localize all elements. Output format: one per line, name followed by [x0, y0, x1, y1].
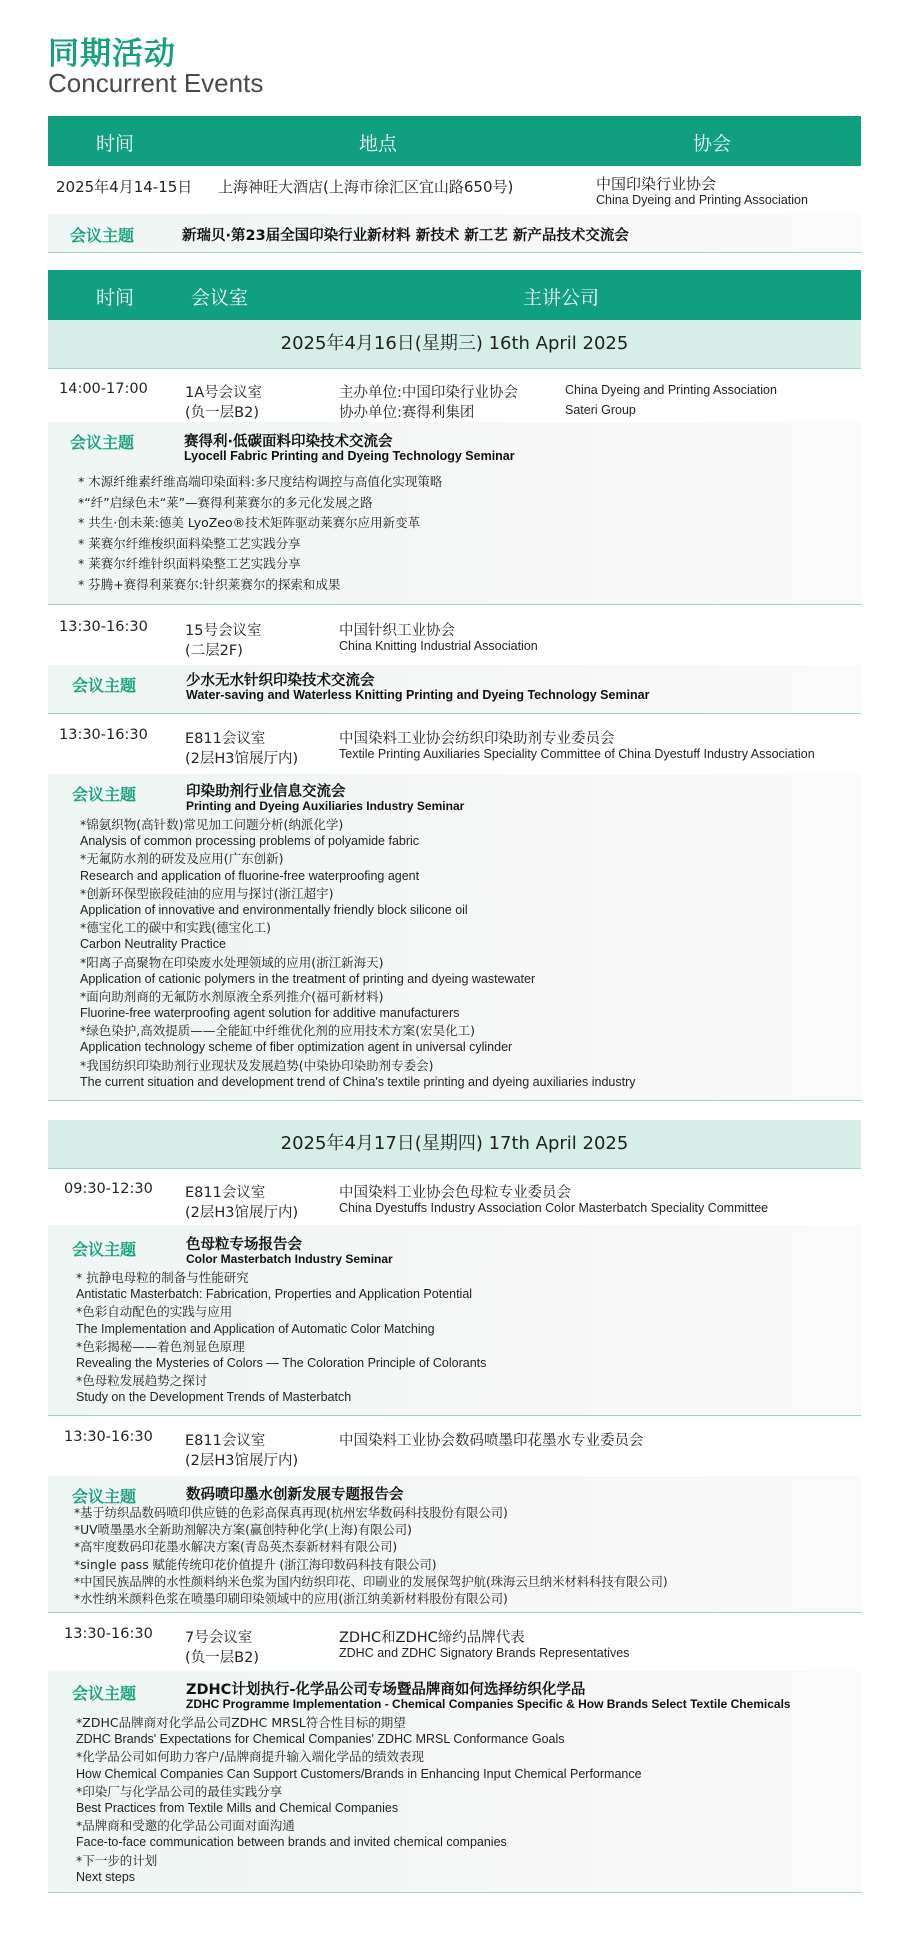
session-agenda	[80, 816, 635, 1091]
agenda-item: *single pass 赋能传统印花价值提升 (浙江海印数码科技有限公司)	[74, 1557, 437, 1572]
page-subtitle: Concurrent Events	[48, 68, 264, 98]
session-room: 1A号会议室	[185, 385, 263, 401]
agenda-item-en: Face-to-face communication between brands and invited chemical companies	[76, 1835, 507, 1850]
session-topic-en: Lyocell Fabric Printing and Dyeing Technology Seminar	[184, 449, 515, 463]
event-association-cn: 中国印染行业协会	[596, 175, 717, 193]
agenda-item: *品牌商和受邀的化学品公司面对面沟通	[76, 1818, 295, 1834]
session-organizer-en: China Knitting Industrial Association	[339, 639, 538, 653]
session-room-floor: (2层H3馆展厅内)	[185, 1205, 299, 1221]
theme-label: 会议主题	[72, 1487, 137, 1506]
event-theme: 新瑞贝·第23届全国印染行业新材料 新技术 新工艺 新产品技术交流会	[182, 228, 629, 244]
agenda-item-en: Application technology scheme of fiber optimization agent in universal cylinder	[80, 1040, 513, 1055]
session-row	[48, 1613, 861, 1671]
agenda-item: *高牢度数码印花墨水解决方案(青岛英杰泰新材料有限公司)	[74, 1540, 398, 1555]
event-association-en: China Dyeing and Printing Association	[596, 193, 808, 207]
event-theme-band	[48, 214, 861, 253]
session-row	[48, 1416, 861, 1476]
session-room-floor: (负一层B2)	[185, 1650, 259, 1666]
session-organizer: 中国染料工业协会纺织印染助剂专业委员会	[339, 731, 615, 747]
agenda-item: *创新环保型嵌段硅油的应用与探讨(浙江超宇)	[80, 885, 334, 901]
session-topic: 数码喷印墨水创新发展专题报告会	[186, 1487, 404, 1503]
theme-label: 会议主题	[72, 1684, 137, 1703]
agenda-item: *水性纳米颜料色浆在喷墨印刷印染领域中的应用(浙江纳美新材料股份有限公司)	[74, 1591, 508, 1606]
session-room: 15号会议室	[185, 623, 262, 639]
agenda-item-en: Study on the Development Trends of Masterbatch	[76, 1390, 352, 1405]
session-room: 7号会议室	[185, 1630, 253, 1646]
header-time: 时间	[96, 287, 135, 309]
agenda-item: *“纤”启绿色未“莱”—赛得利莱赛尔的多元化发展之路	[78, 494, 373, 510]
session-theme-band	[48, 774, 861, 1100]
session-row	[48, 369, 861, 422]
agenda-item-en: How Chemical Companies Can Support Customers/Brands in Enhancing Input Chemical Performance	[76, 1766, 642, 1781]
agenda-item-en: Best Practices from Textile Mills and Chemical Companies	[76, 1800, 399, 1815]
agenda-item: *锦氨织物(高针数)常见加工问题分析(纳派化学)	[80, 817, 344, 832]
agenda-item: *色母粒发展趋势之探讨	[76, 1373, 208, 1389]
session-topic-en: Color Masterbatch Industry Seminar	[186, 1252, 393, 1266]
header-company: 主讲公司	[523, 287, 600, 309]
theme-label: 会议主题	[70, 226, 135, 245]
session-row	[48, 714, 861, 774]
session-organizer-en: ZDHC and ZDHC Signatory Brands Representatives	[339, 1646, 630, 1660]
theme-label: 会议主题	[70, 433, 135, 452]
agenda-item-en: Next steps	[76, 1869, 136, 1884]
divider	[48, 1892, 861, 1893]
agenda-item: *无氟防水剂的研发及应用(广东创新)	[80, 851, 284, 867]
session-agenda	[74, 1505, 668, 1608]
event-date: 2025年4月14-15日	[56, 178, 193, 196]
session-agenda	[78, 472, 442, 595]
agenda-item-en: Fluorine-free waterproofing agent solution for additive manufacturers	[80, 1006, 460, 1021]
agenda-item: * 共生·创未莱:德美 LyoZeo®技术矩阵驱动莱赛尔应用新变革	[78, 515, 421, 530]
session-co-organizer: 协办单位:赛得利集团	[339, 405, 475, 421]
session-topic: 印染助剂行业信息交流会	[186, 784, 346, 800]
session-topic-en: Water-saving and Waterless Knitting Printing and Dyeing Technology Seminar	[186, 688, 650, 702]
session-theme-band	[48, 1671, 861, 1892]
agenda-item: *色彩自动配色的实践与应用	[76, 1304, 233, 1320]
agenda-item-en: Analysis of common processing problems of polyamide fabric	[80, 834, 420, 849]
session-topic-en: ZDHC Programme Implementation - Chemical Companies Specific & How Brands Select Textile Chemicals	[186, 1697, 791, 1711]
session-topic-en: Printing and Dyeing Auxiliaries Industry Seminar	[186, 799, 465, 813]
session-row	[48, 1169, 861, 1225]
agenda-item: * 芬腾+赛得利莱赛尔:针织莱赛尔的探索和成果	[78, 576, 341, 592]
agenda-item: * 抗静电母粒的制备与性能研究	[76, 1270, 249, 1285]
session-organizer-en: China Dyeing and Printing Association	[565, 383, 777, 397]
session-organizer-en: Textile Printing Auxiliaries Speciality Committee of China Dyestuff Industry Association	[339, 747, 815, 761]
agenda-item: *UV喷墨墨水全新助剂解决方案(赢创特种化学(上海)有限公司)	[74, 1523, 412, 1538]
agenda-item-en: Application of innovative and environmentally friendly block silicone oil	[80, 902, 468, 917]
agenda-item: *印染厂与化学品公司的最佳实践分享	[76, 1783, 283, 1799]
header-association: 协会	[693, 133, 732, 155]
session-time: 13:30-16:30	[59, 619, 148, 635]
session-organizer: 主办单位:中国印染行业协会	[339, 385, 518, 401]
agenda-item-en: Carbon Neutrality Practice	[80, 937, 226, 952]
agenda-item: *面向助剂商的无氟防水剂原液全系列推介(福可新材料)	[80, 988, 384, 1004]
session-co-organizer-en: Sateri Group	[565, 403, 636, 417]
session-organizer: 中国针织工业协会	[339, 623, 455, 639]
session-room-floor: (2层H3馆展厅内)	[185, 1453, 299, 1469]
theme-label: 会议主题	[72, 785, 137, 804]
session-organizer: 中国染料工业协会数码喷墨印花墨水专业委员会	[339, 1433, 644, 1449]
session-room-floor: (负一层B2)	[185, 405, 259, 421]
session-row	[48, 605, 861, 665]
agenda-item-en: Research and application of fluorine-free waterproofing agent	[80, 868, 420, 883]
theme-label: 会议主题	[72, 1240, 137, 1259]
day-band: 2025年4月17日(星期四) 17th April 2025	[48, 1120, 861, 1169]
agenda-item: *德宝化工的碳中和实践(德宝化工)	[80, 920, 272, 936]
session-theme-band	[48, 1225, 861, 1415]
session-room: E811会议室	[185, 1185, 266, 1201]
session-topic: 少水无水针织印染技术交流会	[186, 673, 375, 689]
session-time: 14:00-17:00	[59, 381, 148, 397]
event-venue: 上海神旺大酒店(上海市徐汇区宜山路650号)	[218, 178, 514, 196]
agenda-item-en: Revealing the Mysteries of Colors — The Coloration Principle of Colorants	[76, 1355, 487, 1370]
agenda-item: *阳离子高聚物在印染废水处理领域的应用(浙江新海天)	[80, 954, 384, 970]
session-organizer: 中国染料工业协会色母粒专业委员会	[339, 1185, 571, 1201]
agenda-item: *色彩揭秘——着色剂显色原理	[76, 1338, 245, 1354]
session-organizer: ZDHC和ZDHC缔约品牌代表	[339, 1630, 525, 1646]
session-room-floor: (2层H3馆展厅内)	[185, 751, 299, 767]
header-room: 会议室	[191, 287, 249, 309]
agenda-item: *化学品公司如何助力客户/品牌商提升输入端化学品的绩效表现	[76, 1749, 424, 1765]
event-row	[48, 166, 861, 214]
page-title: 同期活动	[48, 36, 176, 72]
session-room-floor: (二层2F)	[185, 643, 243, 659]
agenda-item: *我国纺织印染助剂行业现状及发展趋势(中染协印染助剂专委会)	[80, 1057, 434, 1073]
agenda-item: * 木源纤维素纤维高端印染面料:多尺度结构调控与高值化实现策略	[78, 474, 443, 489]
agenda-item: *ZDHC品牌商对化学品公司ZDHC MRSL符合性目标的期望	[76, 1715, 406, 1730]
session-agenda	[76, 1714, 642, 1886]
session-theme-band	[48, 422, 861, 604]
session-time: 13:30-16:30	[64, 1429, 153, 1445]
agenda-item: * 莱赛尔纤维针织面料染整工艺实践分享	[78, 556, 301, 571]
session-time: 13:30-16:30	[59, 727, 148, 743]
theme-label: 会议主题	[72, 676, 137, 695]
session-table-header	[48, 270, 861, 320]
agenda-item: * 莱赛尔纤维梭织面料染整工艺实践分享	[78, 535, 301, 551]
day-band: 2025年4月16日(星期三) 16th April 2025	[48, 320, 861, 369]
agenda-item-en: Antistatic Masterbatch: Fabrication, Properties and Application Potential	[76, 1287, 473, 1302]
session-theme-band	[48, 1476, 861, 1612]
agenda-item-en: Application of cationic polymers in the treatment of printing and dyeing wastewater	[80, 971, 536, 986]
agenda-item-en: The current situation and development trend of China's textile printing and dyeing auxiliaries industry	[80, 1074, 636, 1089]
agenda-item-en: ZDHC Brands' Expectations for Chemical Companies' ZDHC MRSL Conformance Goals	[76, 1732, 565, 1747]
session-time: 09:30-12:30	[64, 1181, 153, 1197]
session-theme-band	[48, 665, 861, 713]
agenda-item-en: The Implementation and Application of Automatic Color Matching	[76, 1321, 435, 1336]
header-time: 时间	[96, 133, 135, 155]
divider	[48, 1100, 861, 1101]
session-room: E811会议室	[185, 731, 266, 747]
session-organizer-en: China Dyestuffs Industry Association Color Masterbatch Speciality Committee	[339, 1201, 769, 1215]
session-topic: 色母粒专场报告会	[186, 1237, 302, 1253]
venue-table-header	[48, 116, 861, 166]
agenda-item: *下一步的计划	[76, 1852, 158, 1868]
agenda-item: *中国民族品牌的水性颜料纳米色浆为国内纺织印花、印刷业的发展保驾护航(珠海云旦纳米材料科技有限公司)	[74, 1574, 668, 1589]
session-topic: ZDHC计划执行-化学品公司专场暨品牌商如何选择纺织化学品	[186, 1682, 586, 1698]
header-venue: 地点	[359, 133, 398, 155]
session-agenda	[76, 1269, 486, 1407]
session-room: E811会议室	[185, 1433, 266, 1449]
agenda-item: *绿色染护,高效提质——全能缸中纤维优化剂的应用技术方案(宏昊化工)	[80, 1023, 475, 1039]
agenda-item: *基于纺织品数码喷印供应链的色彩高保真再现(杭州宏华数码科技股份有限公司)	[74, 1506, 508, 1520]
session-time: 13:30-16:30	[64, 1626, 153, 1642]
session-topic: 赛得利·低碳面料印染技术交流会	[184, 434, 393, 450]
